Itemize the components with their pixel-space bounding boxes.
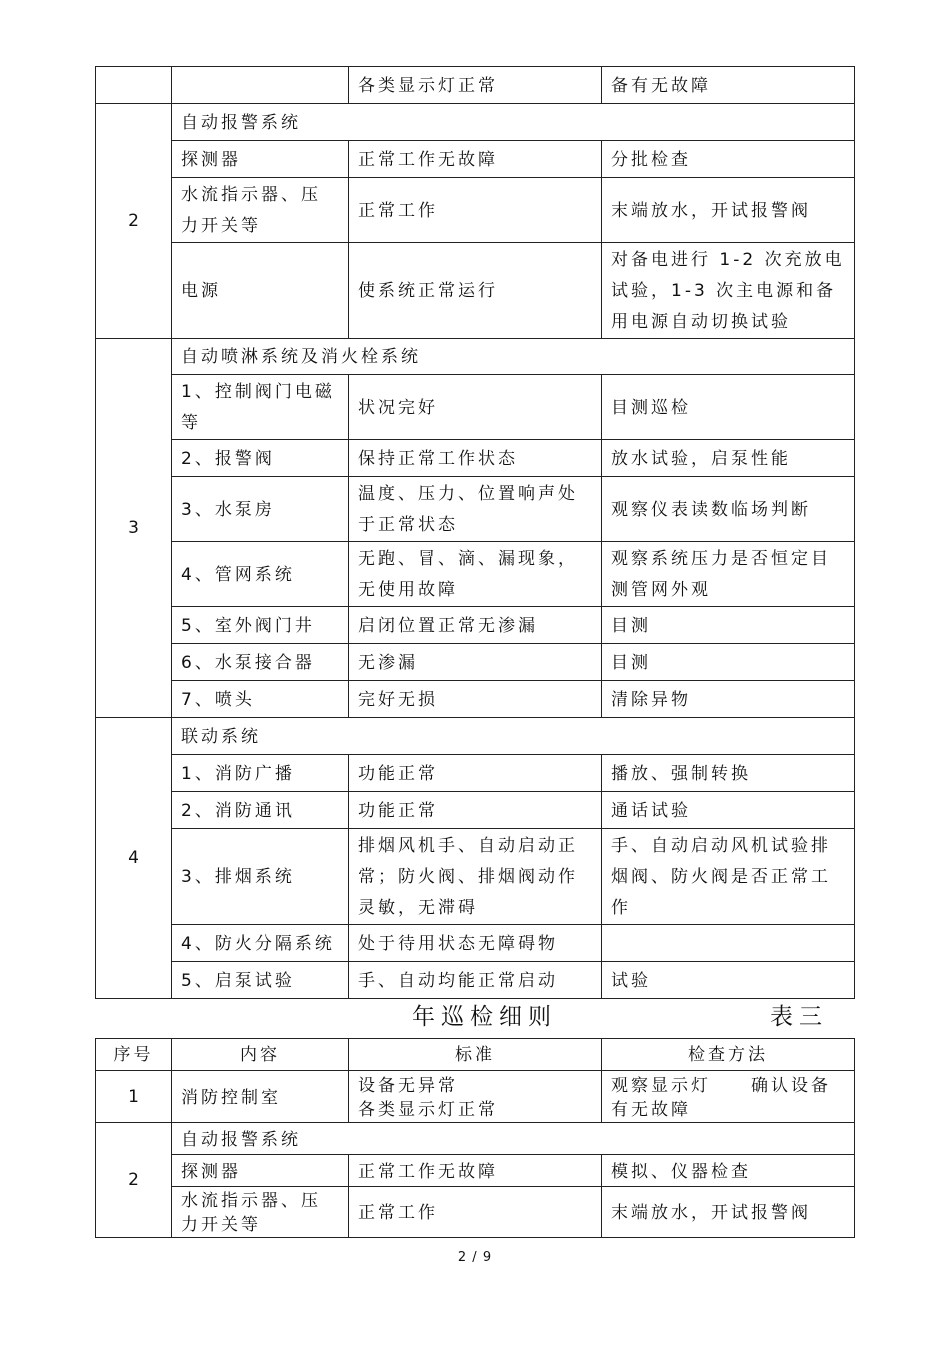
table-row bbox=[96, 477, 855, 542]
item-cell: 1、消防广播 bbox=[172, 755, 349, 792]
monthly-inspection-table bbox=[95, 66, 855, 999]
standard-cell: 无渗漏 bbox=[349, 644, 602, 681]
section-heading-row bbox=[96, 1123, 855, 1155]
method-cell: 目测 bbox=[602, 644, 855, 681]
standard-cell: 正常工作 bbox=[349, 1187, 602, 1238]
table-row bbox=[96, 141, 855, 178]
item-cell: 5、室外阀门井 bbox=[172, 607, 349, 644]
method-cell: 末端放水，开试报警阀 bbox=[602, 178, 855, 243]
item-cell: 4、管网系统 bbox=[172, 542, 349, 607]
method-cell: 手、自动启动风机试验排烟阀、防火阀是否正常工作 bbox=[602, 829, 855, 925]
standard-cell bbox=[349, 1071, 602, 1123]
standard-cell: 保持正常工作状态 bbox=[349, 440, 602, 477]
method-cell: 对备电进行 1-2 次充放电试验，1-3 次主电源和备用电源自动切换试验 bbox=[602, 243, 855, 339]
table-row bbox=[96, 178, 855, 243]
standard-cell: 状况完好 bbox=[349, 375, 602, 440]
item-cell: 7、喷头 bbox=[172, 681, 349, 718]
standard-cell: 各类显示灯正常 bbox=[349, 67, 602, 104]
table-row bbox=[96, 67, 855, 104]
table-row bbox=[96, 681, 855, 718]
standard-cell: 处于待用状态无障碍物 bbox=[349, 925, 602, 962]
method-cell bbox=[602, 925, 855, 962]
table-row bbox=[96, 1187, 855, 1238]
table-header-row bbox=[96, 1039, 855, 1071]
header-method: 检查方法 bbox=[602, 1039, 855, 1071]
table-row bbox=[96, 243, 855, 339]
table-row bbox=[96, 1155, 855, 1187]
page-title: 年巡检细则 bbox=[412, 1004, 557, 1030]
section-heading: 自动喷淋系统及消火栓系统 bbox=[172, 339, 855, 375]
item-cell: 3、水泵房 bbox=[172, 477, 349, 542]
section-number: 1 bbox=[96, 1071, 172, 1123]
method-cell: 试验 bbox=[602, 962, 855, 999]
standard-cell: 手、自动均能正常启动 bbox=[349, 962, 602, 999]
cell-empty bbox=[172, 67, 349, 104]
section-heading: 自动报警系统 bbox=[172, 1123, 855, 1155]
method-cell: 备有无故障 bbox=[602, 67, 855, 104]
method-cell: 目测 bbox=[602, 607, 855, 644]
method-cell: 分批检查 bbox=[602, 141, 855, 178]
method-cell: 观察仪表读数临场判断 bbox=[602, 477, 855, 542]
item-cell: 探测器 bbox=[172, 141, 349, 178]
method-cell: 通话试验 bbox=[602, 792, 855, 829]
section-heading: 自动报警系统 bbox=[172, 104, 855, 141]
section-heading-row bbox=[96, 339, 855, 375]
table-row bbox=[96, 607, 855, 644]
table-row bbox=[96, 962, 855, 999]
standard-cell: 启闭位置正常无渗漏 bbox=[349, 607, 602, 644]
section-number: 3 bbox=[96, 339, 172, 718]
table-row bbox=[96, 792, 855, 829]
annual-inspection-table bbox=[95, 1038, 855, 1238]
item-cell: 水流指示器、压力开关等 bbox=[172, 1187, 349, 1238]
item-cell: 探测器 bbox=[172, 1155, 349, 1187]
standard-cell: 功能正常 bbox=[349, 755, 602, 792]
item-cell: 4、防火分隔系统 bbox=[172, 925, 349, 962]
section-heading-row bbox=[96, 104, 855, 141]
section-number: 4 bbox=[96, 718, 172, 999]
method-cell: 目测巡检 bbox=[602, 375, 855, 440]
standard-cell: 正常工作无故障 bbox=[349, 1155, 602, 1187]
table-row bbox=[96, 440, 855, 477]
section-number: 2 bbox=[96, 104, 172, 339]
section-heading-row bbox=[96, 718, 855, 755]
method-cell: 放水试验，启泵性能 bbox=[602, 440, 855, 477]
item-cell: 5、启泵试验 bbox=[172, 962, 349, 999]
method-cell: 观察显示灯 确认设备有无故障 bbox=[602, 1071, 855, 1123]
method-cell: 模拟、仪器检查 bbox=[602, 1155, 855, 1187]
standard-cell: 正常工作 bbox=[349, 178, 602, 243]
standard-cell: 功能正常 bbox=[349, 792, 602, 829]
item-cell: 1、控制阀门电磁等 bbox=[172, 375, 349, 440]
standard-cell: 温度、压力、位置响声处于正常状态 bbox=[349, 477, 602, 542]
table-row bbox=[96, 542, 855, 607]
standard-cell: 排烟风机手、自动启动正常；防火阀、排烟阀动作灵敏，无滞碍 bbox=[349, 829, 602, 925]
header-seq: 序号 bbox=[96, 1039, 172, 1071]
table-row bbox=[96, 375, 855, 440]
section-heading: 联动系统 bbox=[172, 718, 855, 755]
item-cell: 2、消防通讯 bbox=[172, 792, 349, 829]
table-row bbox=[96, 755, 855, 792]
item-cell: 电源 bbox=[172, 243, 349, 339]
method-cell: 观察系统压力是否恒定目测管网外观 bbox=[602, 542, 855, 607]
header-content: 内容 bbox=[172, 1039, 349, 1071]
table-row bbox=[96, 644, 855, 681]
standard-line: 设备无异常 bbox=[358, 1075, 458, 1096]
standard-cell: 无跑、冒、滴、漏现象，无使用故障 bbox=[349, 542, 602, 607]
item-cell: 消防控制室 bbox=[172, 1071, 349, 1123]
section-number: 2 bbox=[96, 1123, 172, 1238]
table-row bbox=[96, 925, 855, 962]
item-cell: 水流指示器、压力开关等 bbox=[172, 178, 349, 243]
table-row bbox=[96, 829, 855, 925]
method-cell: 播放、强制转换 bbox=[602, 755, 855, 792]
item-cell: 3、排烟系统 bbox=[172, 829, 349, 925]
page-number: 2 / 9 bbox=[457, 1250, 493, 1265]
method-cell: 清除异物 bbox=[602, 681, 855, 718]
standard-line: 各类显示灯正常 bbox=[358, 1099, 498, 1120]
table-row bbox=[96, 1071, 855, 1123]
item-cell: 2、报警阀 bbox=[172, 440, 349, 477]
method-cell: 末端放水，开试报警阀 bbox=[602, 1187, 855, 1238]
cell-empty bbox=[96, 67, 172, 104]
standard-cell: 完好无损 bbox=[349, 681, 602, 718]
standard-cell: 使系统正常运行 bbox=[349, 243, 602, 339]
standard-cell: 正常工作无故障 bbox=[349, 141, 602, 178]
table-number: 表三 bbox=[770, 1004, 828, 1030]
item-cell: 6、水泵接合器 bbox=[172, 644, 349, 681]
header-standard: 标准 bbox=[349, 1039, 602, 1071]
